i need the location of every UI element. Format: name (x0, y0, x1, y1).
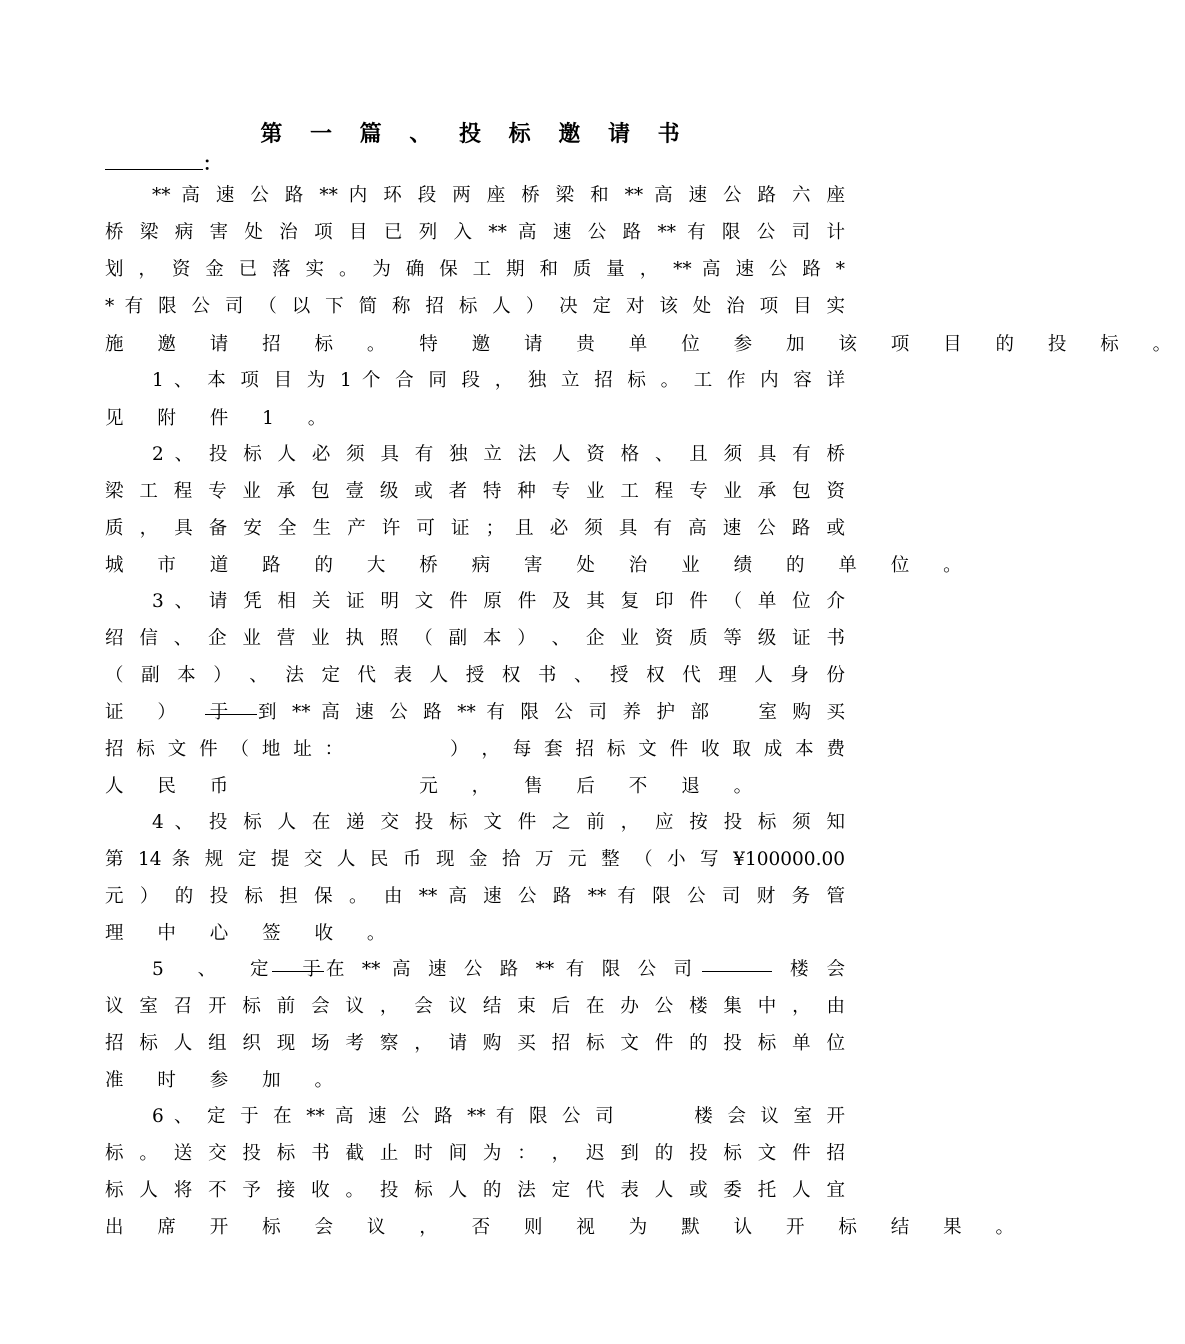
building-blank (702, 955, 772, 972)
paragraph-line: 在 ** 高 速 公 路 ** 有 限 公 司 (326, 959, 692, 980)
paragraph-line: 1 、 本 项 目 为 1 个 合 同 段 ， 独 立 招 标 。 工 作 内 容 详 (152, 370, 845, 391)
paragraph-line: 梁 工 程 专 业 承 包 壹 级 或 者 特 种 专 业 工 程 专 业 承 包 资 (105, 481, 845, 502)
paragraph-line: 4 、 投 标 人 在 递 交 投 标 文 件 之 前 ， 应 按 投 标 须 知 (152, 812, 845, 833)
paragraph-line: 人 民 币 元 ， 售 后 不 退 。 (105, 776, 767, 797)
paragraph-line: 3 、 请 凭 相 关 证 明 文 件 原 件 及 其 复 印 件 （ 单 位 介 (152, 591, 845, 612)
paragraph-line: 议 室 召 开 标 前 会 议 ， 会 议 结 束 后 在 办 公 楼 集 中 ， 由 (105, 996, 845, 1017)
paragraph-line: 理 中 心 签 收 。 (105, 923, 400, 944)
paragraph-line: 招 标 文 件 （ 地 址 ： ） ， 每 套 招 标 文 件 收 取 成 本 费 (105, 739, 845, 760)
paragraph-line: 5 、 定 于 (152, 959, 335, 980)
paragraph-line: 见 附 件 1 。 (105, 408, 341, 429)
paragraph-line: 标 人 将 不 予 接 收 。 投 标 人 的 法 定 代 表 人 或 委 托 人 宜 (105, 1180, 845, 1201)
paragraph-line: 绍 信 、 企 业 营 业 执 照 （ 副 本 ） 、 企 业 资 质 等 级 证 书 (105, 628, 845, 649)
document-title: 第 一 篇 、 投 标 邀 请 书 (260, 121, 690, 147)
paragraph-line: 元 ） 的 投 标 担 保 。 由 ** 高 速 公 路 ** 有 限 公 司 财 务 管 (105, 886, 845, 907)
paragraph-line: 证 ） 于 (105, 702, 243, 723)
paragraph-line: 桥 梁 病 害 处 治 项 目 已 列 入 ** 高 速 公 路 ** 有 限 公 司 计 (105, 222, 845, 243)
paragraph-line: 划 ， 资 金 已 落 实 。 为 确 保 工 期 和 质 量 ， ** 高 速 公 路 * (105, 259, 845, 280)
paragraph-line: 质 ， 具 备 安 全 生 产 许 可 证 ； 且 必 须 具 有 高 速 公 路 或 (105, 518, 845, 539)
paragraph-line: 第 14 条 规 定 提 交 人 民 币 现 金 拾 万 元 整 （ 小 写 ¥100000.00 (105, 849, 845, 870)
paragraph-line: * 有 限 公 司 （ 以 下 简 称 招 标 人 ） 决 定 对 该 处 治 项 目 实 (105, 296, 845, 317)
paragraph-line: 标 。 送 交 投 标 书 截 止 时 间 为 ： ， 迟 到 的 投 标 文 件 招 (105, 1143, 845, 1164)
salutation: ： (105, 150, 221, 176)
paragraph-line: 出 席 开 标 会 议 ， 否 则 视 为 默 认 开 标 结 果 。 (105, 1217, 1028, 1238)
paragraph-line: 楼 会 (790, 959, 845, 980)
date-blank (205, 698, 257, 715)
date-blank (272, 955, 324, 972)
paragraph-line: 准 时 参 加 。 (105, 1070, 348, 1091)
salutation-blank (105, 155, 203, 170)
paragraph-line: 招 标 人 组 织 现 场 考 察 ， 请 购 买 招 标 文 件 的 投 标 单 位 (105, 1033, 845, 1054)
paragraph-line: 6 、 定 于 在 ** 高 速 公 路 ** 有 限 公 司 楼 会 议 室 开 (152, 1106, 845, 1127)
paragraph-line: （ 副 本 ） 、 法 定 代 表 人 授 权 书 、 授 权 代 理 人 身 份 (105, 665, 845, 686)
paragraph-line: 施 邀 请 招 标 。 特 邀 请 贵 单 位 参 加 该 项 目 的 投 标 。 (105, 334, 1185, 355)
paragraph-line: 到 ** 高 速 公 路 ** 有 限 公 司 养 护 部 室 购 买 (258, 702, 845, 723)
paragraph-line: 2 、 投 标 人 必 须 具 有 独 立 法 人 资 格 、 且 须 具 有 桥 (152, 444, 845, 465)
paragraph-line: 城 市 道 路 的 大 桥 病 害 处 治 业 绩 的 单 位 。 (105, 555, 976, 576)
paragraph-line: ** 高 速 公 路 ** 内 环 段 两 座 桥 梁 和 ** 高 速 公 路 六 座 (152, 185, 845, 206)
